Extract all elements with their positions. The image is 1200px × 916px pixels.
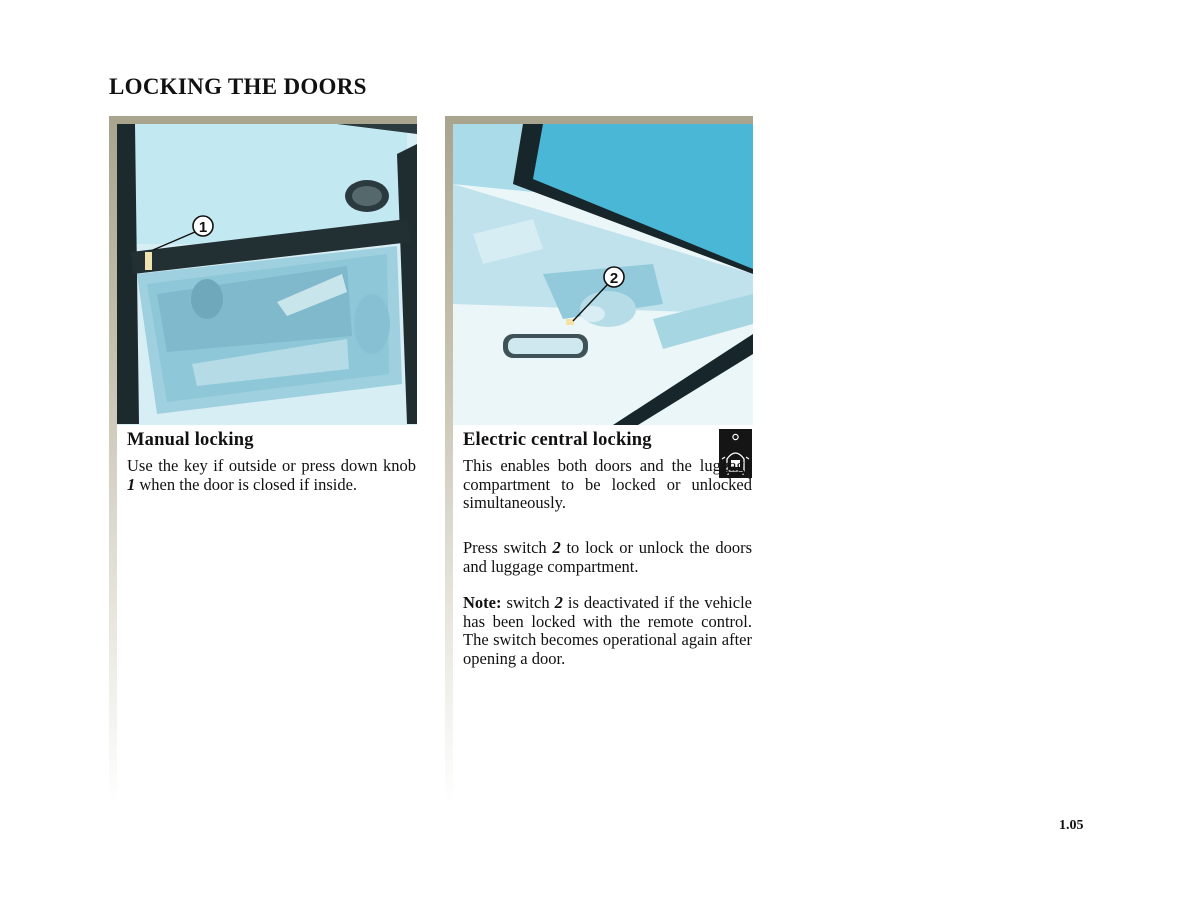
press-text-part: Press switch bbox=[463, 538, 553, 557]
door-interior-figure bbox=[117, 124, 417, 425]
note-label: Note: bbox=[463, 593, 502, 612]
manual-text-part: Use the key if outside or press down knob bbox=[127, 456, 416, 475]
central-locking-intro: This enables both doors and the luggage compartment to be locked or unlocked simultaneously. bbox=[463, 456, 752, 512]
callout-1: 1 bbox=[198, 219, 208, 236]
electric-central-locking-heading: Electric central locking bbox=[463, 430, 652, 450]
press-text-part: to lock or unlock the doors and luggage compartment. bbox=[463, 538, 753, 576]
roof-console-figure bbox=[453, 124, 753, 425]
callout-2: 2 bbox=[609, 270, 619, 287]
right-column-top-bar bbox=[445, 116, 753, 124]
manual-locking-text bbox=[127, 457, 416, 494]
manual-text-part: when the door is closed if inside. bbox=[135, 474, 358, 494]
press-switch-text bbox=[463, 539, 752, 576]
page-number: 1.05 bbox=[1059, 818, 1084, 833]
note-text-part: is deactivated if the vehicle has been locked with the remote control. The switch becomes operational again after opening a door. bbox=[463, 593, 752, 668]
manual-locking-heading: Manual locking bbox=[127, 430, 254, 450]
left-column-bar bbox=[109, 116, 117, 806]
switch-reference: 2 bbox=[552, 538, 561, 557]
note-text bbox=[463, 594, 752, 668]
right-column-bar bbox=[445, 116, 453, 806]
knob-reference: 1 bbox=[127, 474, 136, 494]
note-text-part: switch bbox=[501, 593, 555, 612]
left-column-top-bar bbox=[109, 116, 417, 124]
note-switch-reference: 2 bbox=[554, 593, 563, 612]
page-title: LOCKING THE DOORS bbox=[109, 74, 367, 99]
